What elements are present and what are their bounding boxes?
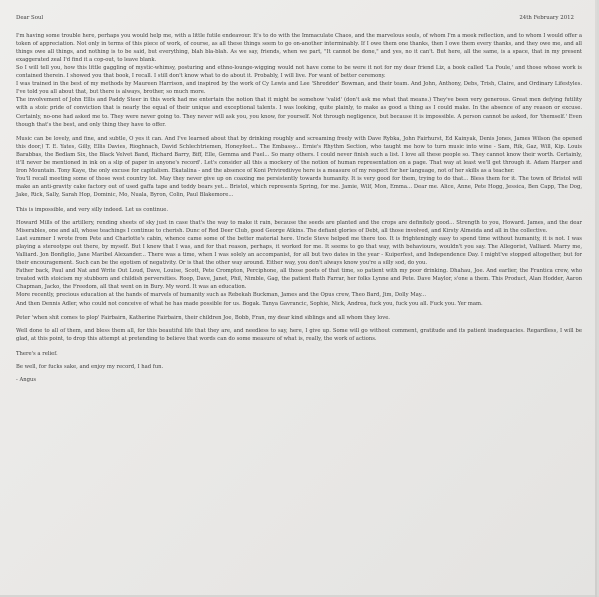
paragraph-4: Howard Mills of the artillery, rending sheets of sky just in case that's the way to make it rain, because the seeds are planted and the crops are definitely good... Strength to you, Howard. James, and the dear Miserables, one and all, whose teachings I continue to cherish. Dunc of Red Deer Club, good George Atkins. The defiant glories of Debt, all those involved, and Kirsty Almeida and all in the collective. Last summer I wrote from Pete and Charlotte's cabin, whence came some of the better material here. Uncle Steve helped me there too. It is frighteningly easy to spend time without humanity, it is not. I was playing a stereotype out there, by myself. But I knew that I was, and for that reason, perhaps, it worked for me. It seems to go that way, with behaviours, wouldn't you say. The Allegorist, Valliard. Marry me, Valliard. Jon Bonfiglio, Jane Maribel Alexander... There was a time, when I was solely an accompanist, for all but two dates in the year - Kuiperfest, and Independence Day. I might've stopped altogether, but for their encouragement. Such can be the egotism of negativity. Or is that the other way around. Either way, you don't always know you're a silly sod, do you. Father back, Paul and Nat and Write Out Loud, Dave, Louise, Scott, Pete Crompton, Perciphone, all those poets of that time, so patient with my poor drinking. Dhahau, Joe. And earlier, the Frantica crew, who treated with stoicism my stubborn and childish perversities. Roop, Dave, Janet, Phil, Nimble, Gag, the patient Ruth Farrar, her folks Lynne and Pete. Dave Maylor, s'one a them. This Product, Alan Hodder, Aaron Chapman, Jacko, the Freedom, all that went on in Bury. My word. It was an education. More recently, precious education at the hands of marvels of humanity such as Rebekah Buckman, James and the Opus crew, Theo Bard, Jim, Dolly May... And then Dennis Adler, who could not conceive of what he has made possible for us. Bogak. Tanya Gavrancic, Sophie, Nick, Andrea, fuck you, fuck you all. Fuck you. Yer mam. <box>16 220 582 307</box>
paragraph-7: There's a relief. <box>16 350 58 357</box>
paragraph-8: Be well, for fucks sake, and enjoy my record, I had fun. <box>16 363 164 370</box>
paragraph-3: This is impossible, and very silly indeed. Let us continue. <box>16 206 169 213</box>
letter-date: 24th February 2012 <box>519 15 574 21</box>
paragraph-1: I'm having some trouble here, perhaps you would help me, with a little futile endeavour. It's to do with the Immaculate Chaos, and the marvelous souls, of whom I'm a meek reflection, and to whom I would offer a token of appreciation. Not only in terms of this piece of work, of course, as all these things seem to go on-another interminably. If I owe them one thanks, then I owe them every thanks, and they owe me, and all things owe all things, and nothing is to be said, but everything, blah bla-blah. As we say, friends, when we part, "It cannot be done," and yes, no it can't. But here, all the same, is a space, that in my present exaggerated zeal I'd find it a cop-out, to leave blank. So I will tell you, how this little gaggling of mystic-whimsy, posturing and ethno-lounge-wigging would not have come to be were it not for my dear friend Liz, a book called 'La Foule,' and those whose work is contained therein. I showed you that book, I recall. I still don't know what to do about it. Probably, I will live. For want of better ceremony. I was trained in the best of my methods by Maureen Harrison, and inspired by the work of Cy Lewis and Lee 'Shredder' Bowman, and their team. And John, Anthony, Debs, Trish, Claire, and Ordinary Lifestyles. I've told you all about that, but there is always, brother, so much more. The involvement of John Ellis and Paddy Steer in this work had me entertain the notion that it might be somehow 'valid' (don't ask me what that means.) They've been very generous. Great men defying futility with a stoic pride of conviction that is nearly the equal of their unique and exceptional talents. I was looking, quite plainly, to make as good a thing as I could make. In the absence of any reason or excuse. Certainly, no-one had asked me to. They were never going to. They never will ask you, you know, for yourself. Not through negligence, but because it is impossible. A person cannot be asked, for 'themself.' Even though that's the best, and only thing they have to offer. <box>16 33 583 128</box>
signature: - Angus <box>16 376 37 383</box>
salutation: Dear Soul <box>16 15 44 21</box>
paragraph-2: Music can be lovely, and fine, and subtle, O yes it can. And I've learned about that by drinking roughly and screaming freely with Dave Rybka, John Fairhurst, Ed Kainyak, Denis Jones, James Wilson (he opened this door,) T. E. Yates, Gilly, Ellis Davies, Rioghnach, David Schlechtriemen, Honeyfeet... The Embassy... Ernie's Rhythm Section, who taught me how to turn music into wine - Sam, Rik, Gaz, Will, Kip. Louis Barabbas, the Bedlam Six, the Black Velvet Band, Richard Barry, Biff, Elle, Gemma and Fuel... So many others. I could never finish such a list. I love all these people so. They cannot know their worth. Certainly, it'll never be mentioned in ink on a slip of paper in anyone's record'. Let's consider all this a mockery of the notion of human representation on a page. That way at least we'll get through it. Adam Harper and Iron Mountain. Tony Kaye, the only excuse for capitalism. Ekatalina - and the absence of Koni Privirediivye here is a measure of my respect for her language, not of her skills as a teacher. You'll recall meeting some of those west country lot. May they never give up on coaxing me persistently towards humanity. It is very good for them, trying to do that... Bless them for it. The town of Bristol will make an anti-gravity cake factory out of used gaffa tape and teddy bears yet... Bristol, which represents Spring, for me. Jamie, Wilf, Mon, Emma... Dear me. Alice, Anne, Pete Hogg, Jessica, Ben Capp, The Dog, Jake, Rick, Sally, Sarah Hop, Dominic, Mo, Nuala, Byron, Colin, Paul Blakemore... <box>16 136 582 199</box>
paragraph-5: Peter 'when shit comes to plop' Fairbairn, Katherine Fairbairn, their children Joe, Bobb, Fran, my dear kind siblings and all whom they love. <box>16 315 390 322</box>
sleeve-edge <box>595 0 597 597</box>
liner-notes-letter <box>16 14 582 384</box>
paragraph-6: Well done to all of them, and bless them all, for this beautiful life that they are, and needless to say, here, I give up. Some will go without comment, gratitude and its patient inadequacies. Regardless, I will be glad, at this point, to drop this attempt at pretending to believe that words can do some measure of what is, really, the work of actions. <box>16 328 582 343</box>
letter-header <box>16 14 582 22</box>
